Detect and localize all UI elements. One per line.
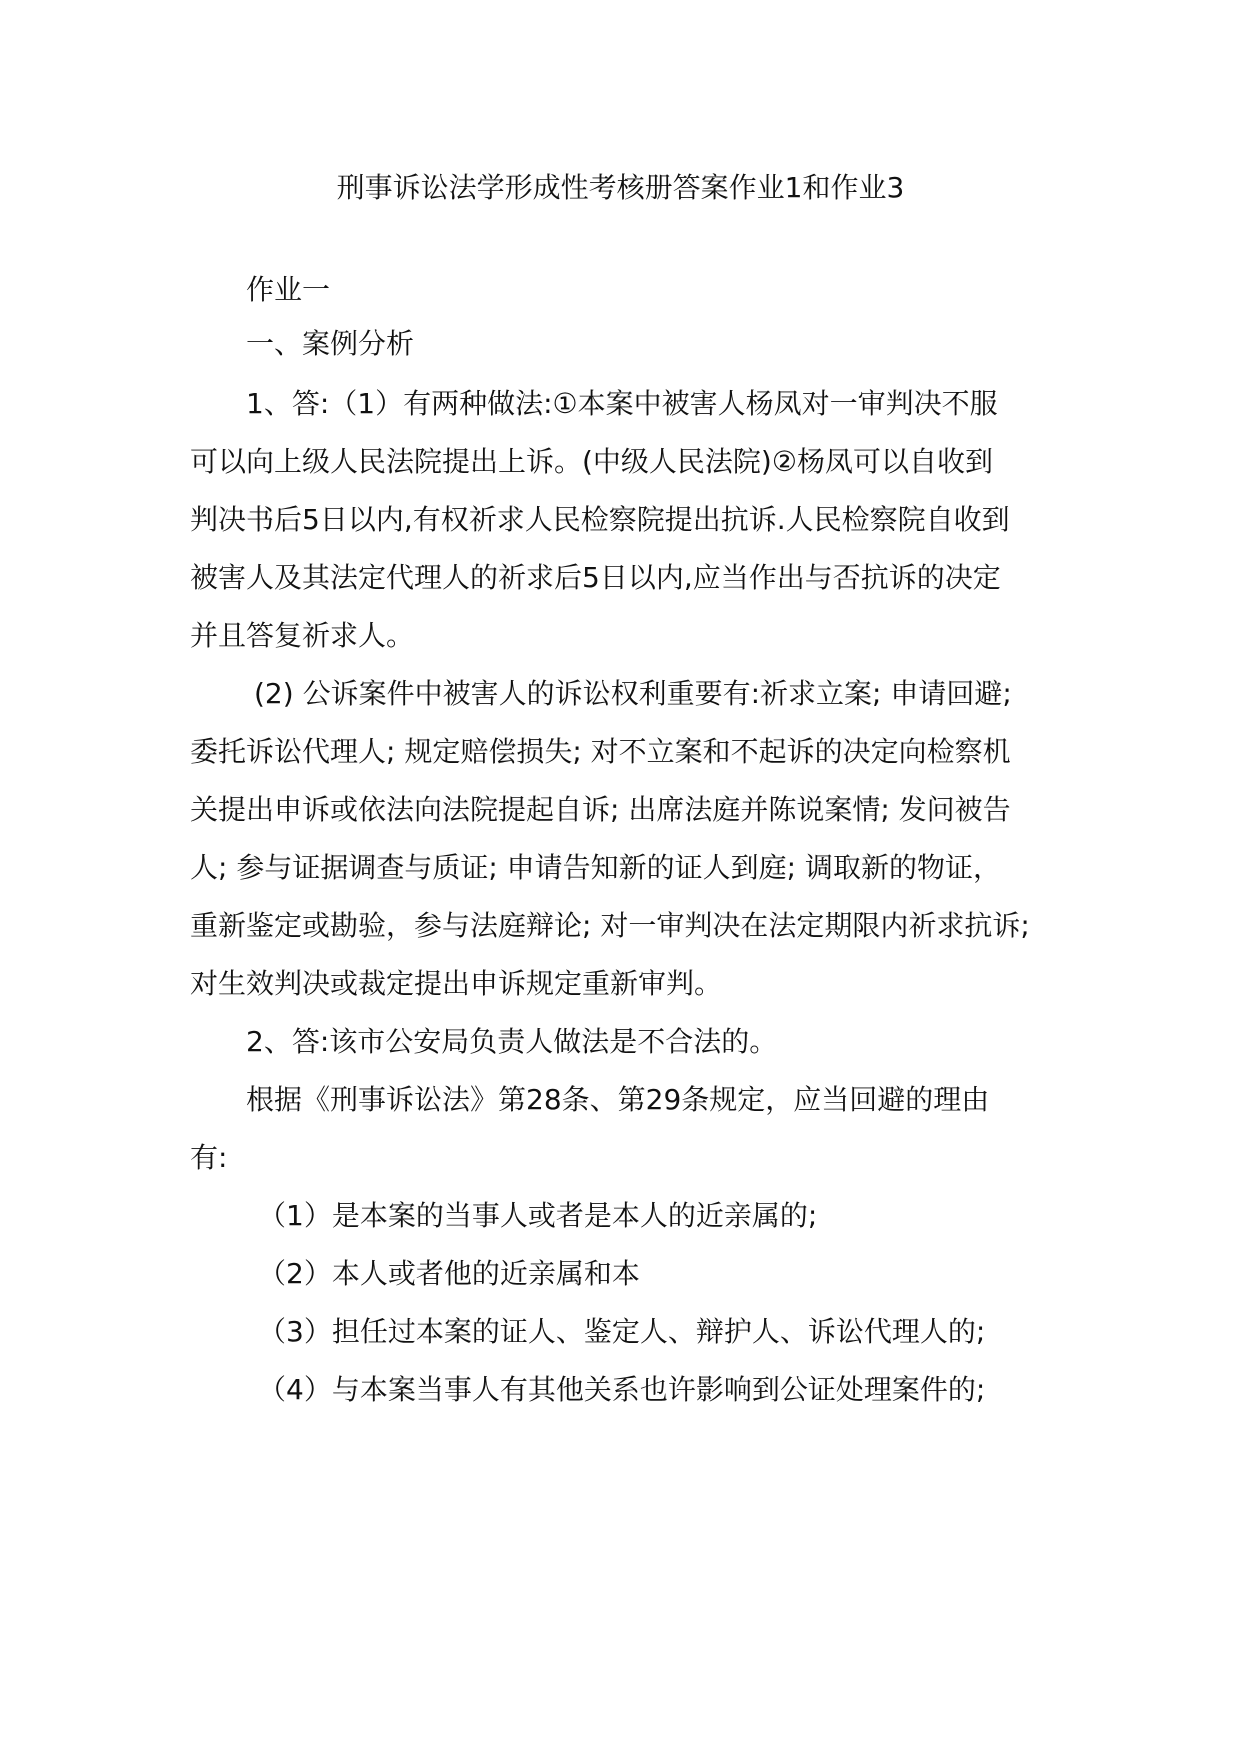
list-item: （2）本人或者他的近亲属和本 xyxy=(258,1257,640,1290)
paragraph-line: 2、答:该市公安局负责人做法是不合法的。 xyxy=(246,1025,778,1058)
paragraph-line: 重新鉴定或勘验，参与法庭辩论; 对一审判决在法定期限内祈求抗诉; xyxy=(190,909,1030,942)
paragraph-line: 对生效判决或裁定提出申诉规定重新审判。 xyxy=(190,967,723,1000)
section-heading: 作业一 xyxy=(246,273,331,306)
list-item: （4）与本案当事人有其他关系也许影响到公证处理案件的; xyxy=(258,1373,986,1406)
paragraph-line: 关提出申诉或依法向法院提起自诉; 出席法庭并陈说案情; 发问被告 xyxy=(190,793,1011,826)
paragraph-line: 委托诉讼代理人; 规定赔偿损失; 对不立案和不起诉的决定向检察机 xyxy=(190,735,1011,768)
document-title: 刑事诉讼法学形成性考核册答案作业1和作业3 xyxy=(336,171,905,204)
list-item: （1）是本案的当事人或者是本人的近亲属的; xyxy=(258,1199,818,1232)
paragraph-line: 根据《刑事诉讼法》第28条、第29条规定，应当回避的理由 xyxy=(246,1083,990,1116)
paragraph-line: 有: xyxy=(190,1141,228,1174)
list-item: （3）担任过本案的证人、鉴定人、辩护人、诉讼代理人的; xyxy=(258,1315,986,1348)
paragraph-line: 可以向上级人民法院提出上诉。(中级人民法院)②杨凤可以自收到 xyxy=(190,445,993,478)
paragraph-line: 1、答:（1）有两种做法:①本案中被害人杨凤对一审判决不服 xyxy=(246,387,998,420)
subsection-heading: 一、案例分析 xyxy=(246,327,415,360)
paragraph-line: 被害人及其法定代理人的祈求后5日以内,应当作出与否抗诉的决定 xyxy=(190,561,1001,594)
paragraph-line: 人; 参与证据调查与质证; 申请告知新的证人到庭; 调取新的物证， xyxy=(190,851,1002,884)
paragraph-line: 判决书后5日以内,有权祈求人民检察院提出抗诉.人民检察院自收到 xyxy=(190,503,1010,536)
paragraph-line: (2) 公诉案件中被害人的诉讼权利重要有:祈求立案; 申请回避; xyxy=(254,677,1012,710)
paragraph-line: 并且答复祈求人。 xyxy=(190,619,415,652)
